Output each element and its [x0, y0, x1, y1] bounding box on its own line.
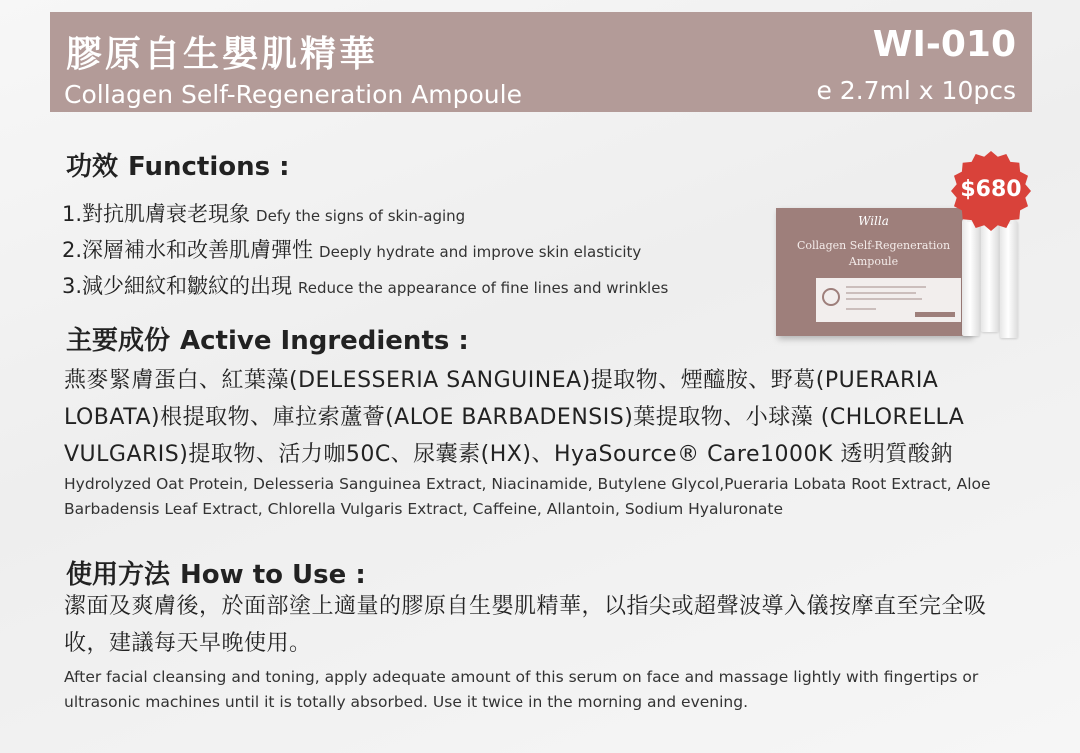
product-spec: e 2.7ml x 10pcs: [816, 76, 1016, 105]
box-text-line: [846, 298, 922, 300]
function-item-en: Deeply hydrate and improve skin elasticity: [319, 243, 642, 261]
function-item-zh: 3.減少細紋和皺紋的出現: [62, 274, 293, 298]
header-banner: [50, 12, 1032, 112]
functions-heading-zh: 功效: [66, 152, 119, 182]
function-item-zh: 1.對抗肌膚衰老現象: [62, 202, 251, 226]
usage-heading-en: How to Use :: [180, 560, 366, 590]
ingredients-text-en: Hydrolyzed Oat Protein, Delesseria Sanguinea Extract, Niacinamide, Butylene Glycol,Pueraria Lobata Root Extract, Aloe Barbadensis Leaf Extract, Chlorella Vulgaris Extract, Caffeine, Allantoin, Sodium Hyaluronate: [64, 475, 991, 518]
product-title-en: Collagen Self-Regeneration Ampoule: [64, 80, 522, 109]
functions-heading: [66, 146, 290, 183]
function-item: [62, 232, 782, 268]
product-title-zh: 膠原自生嬰肌精華: [66, 34, 379, 75]
ingredients-heading-en: Active Ingredients :: [180, 326, 469, 356]
box-text-line: [846, 292, 916, 294]
box-brand: Willa: [858, 214, 889, 228]
usage-text-en: After facial cleansing and toning, apply adequate amount of this serum on face and massage lightly with fingertips or ultrasonic machines until it is totally absorbed. Use it twice in the morning and evening.: [64, 668, 979, 711]
product-code: WI-010: [872, 24, 1016, 65]
box-text-line: [846, 308, 876, 310]
function-item: [62, 196, 782, 232]
ampoule-vial: [1000, 220, 1018, 338]
ingredients-heading: [66, 320, 469, 357]
box-info-panel: [816, 278, 961, 322]
functions-list: [62, 196, 782, 304]
box-logo-icon: [822, 288, 840, 306]
box-name-line1: Collagen Self-Regeneration: [796, 239, 951, 252]
usage-heading: [66, 554, 366, 591]
price-text: $680: [960, 177, 1022, 202]
function-item-en: Defy the signs of skin-aging: [256, 207, 466, 225]
product-box: [776, 208, 971, 336]
box-text-line: [846, 286, 926, 288]
box-product-name: [776, 238, 971, 270]
function-item-zh: 2.深層補水和改善肌膚彈性: [62, 238, 314, 262]
price-badge: [950, 150, 1032, 232]
ingredients-heading-zh: 主要成份: [66, 326, 171, 356]
box-name-line2: Ampoule: [848, 255, 899, 268]
ingredients-text-zh: 燕麥緊膚蛋白、紅葉藻(DELESSERIA SANGUINEA)提取物、煙醯胺、野葛(PUERARIA LOBATA)根提取物、庫拉索蘆薈(ALOE BARBADENSIS)葉提取物、小球藻 (CHLORELLA VULGARIS)提取物、活力咖50C、尿囊素(HX)、HyaSource® Care1000K 透明質酸鈉: [64, 368, 965, 467]
usage-text-zh: 潔面及爽膚後，於面部塗上適量的膠原自生嬰肌精華，以指尖或超聲波導入儀按摩直至完全吸收，建議每天早晚使用。: [64, 594, 987, 656]
usage-heading-zh: 使用方法: [66, 560, 171, 590]
function-item-en: Reduce the appearance of fine lines and wrinkles: [298, 279, 669, 297]
functions-heading-en: Functions :: [128, 152, 290, 182]
box-tag: [915, 312, 955, 317]
function-item: [62, 268, 782, 304]
ampoule-vial: [962, 218, 980, 336]
